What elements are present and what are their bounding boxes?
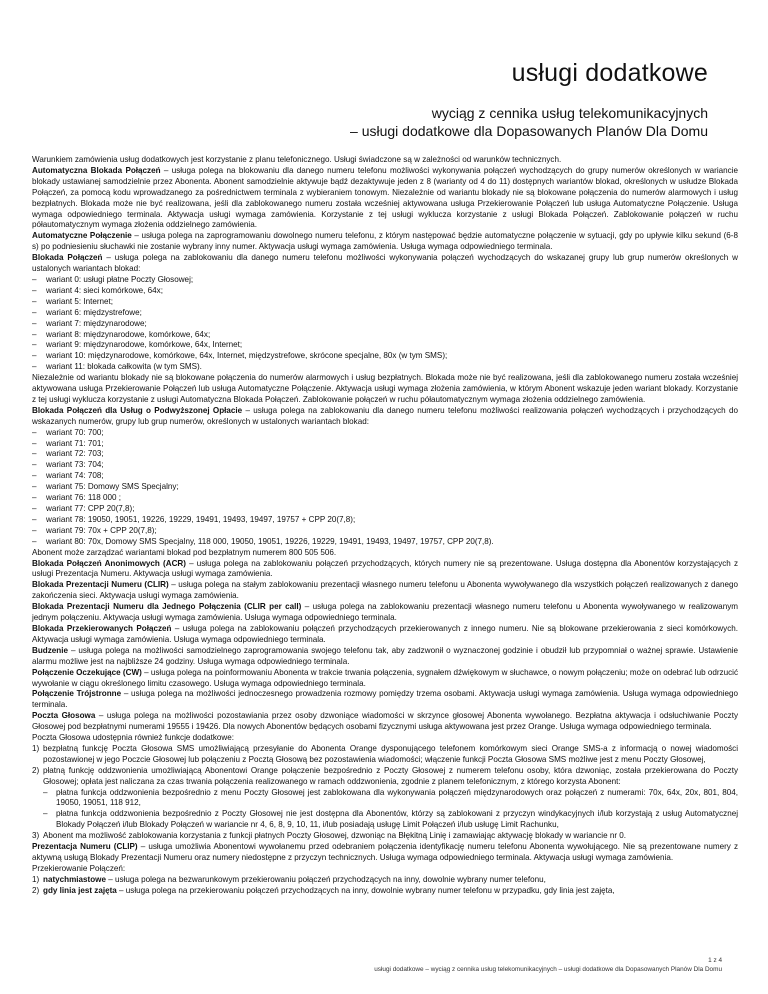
section-budzenie: [32, 646, 738, 668]
text-blokada-anonimowych: – usługa polega na zablokowaniu połączeń przychodzących, których numery nie są prezentowane. Usługa dostępna dla Abonentów korzystających z usługi Prezentacja Numeru. Aktywacja usługi wymaga zamówienia.: [32, 558, 738, 579]
list-item: 2) płatną funkcję oddzwonienia umożliwiającą Abonentowi Orange połączenie bezpośrednio z Poczty Głosowej z numerem telefonu osoby, która dzwoniąc, została przekierowana do Poczty Głosowej; opłata jest naliczana za czas trwania połączenia realizowanego w ramach oddzwonienia, zgodnie z planem telefonicznym, z którego korzysta Abonent:: [32, 765, 738, 786]
text-polaczenie-trojstronne: – usługa polega na możliwości jednoczesnego prowadzenia rozmowy pomiędzy trzema osobami. Aktywacja usługi wymaga zamówienia. Usługa wymaga odpowiedniego terminala.: [32, 689, 739, 710]
list-item: – wariant 9: międzynarodowe, komórkowe, 64x, Internet;: [32, 340, 243, 350]
list-item: – wariant 75: Domowy SMS Specjalny;: [32, 482, 179, 492]
podwyzszona-variants-list: [32, 428, 738, 548]
text-poczta-glosowa: – usługa polega na możliwości pozostawiania przez osoby dzwoniące wiadomości w skrzynce głosowej Abonenta wywołanego. Bezpłatna aktywacja i odsłuchiwanie Poczty Głosowej pod bezpłatnymi numerami 19555 i 19426. Dla nowych Abonentów będących osobami fizycznymi usługa aktywowana jest przez Orange. Usługa wymaga odpowiedniego terminala.: [32, 711, 738, 732]
document-header: [350, 58, 708, 140]
section-prezentacja-numeru: [32, 842, 738, 864]
text-polaczenie-oczekujace: – usługa polega na poinformowaniu Abonenta w trakcie trwania połączenia, sygnałem dźwiękowym w słuchawce, o nowym połączeniu; może on odebrać lub odrzucić wywołanie w ciągu określonego limitu czasowego. Usługa wymaga odpowiedniego terminala.: [32, 667, 738, 688]
subtitle-line-2: – usługi dodatkowe dla Dopasowanych Planów Dla Domu: [350, 123, 708, 139]
term-blokada-polaczen: Blokada Połączeń: [32, 253, 103, 263]
term-prezentacja-numeru: Prezentacja Numeru (CLIP): [32, 842, 138, 852]
list-item: – wariant 6: międzystrefowe;: [32, 307, 142, 317]
text-automatyczne-polaczenie: – usługa polega na zaprogramowaniu dowolnego numeru telefonu, z którym następować będzie automatyczne połączenie w sytuacji, gdy po upływie kilku sekund (6-8 s) po podniesieniu słuchawki nie zostanie wybrany inny numer. Aktywacja usługi wymaga zamówienia. Usługa wymaga odpowiedniego terminala.: [32, 231, 738, 252]
page-number: 1 z 4: [708, 957, 722, 964]
podwyzszona-notes-paragraph: Abonent może zarządzać wariantami blokad pod bezpłatnym numerem 800 505 506.: [32, 547, 337, 557]
running-title: usługi dodatkowe – wyciąg z cennika usług telekomunikacyjnych – usługi dodatkowe dla Dopasowanych Planów Dla Domu: [374, 966, 722, 973]
text-blokada-polaczen: – usługa polega na zablokowaniu dla danego numeru telefonu możliwości wykonywania połączeń wychodzących do wskazanej grupy lub grup numerów określonych w ustalonych wariantach blokad:: [32, 253, 738, 274]
text-blokada-podwyzszona-oplata: – usługa polega na zablokowaniu dla danego numeru telefonu możliwości realizowania połączeń wychodzących i przychodzących do wskazanych numerów, grupy lub grup numerów, określonych w ustalonych wariantach blokad:: [32, 405, 739, 426]
list-item: – wariant 71: 701;: [32, 438, 104, 448]
term-blokada-prezentacji-jednego: Blokada Prezentacji Numeru dla Jednego Połączenia (CLIR per call): [32, 602, 302, 612]
list-item: – wariant 8: międzynarodowe, komórkowe, 64x;: [32, 329, 211, 339]
section-blokada-prezentacji-jednego: [32, 602, 738, 624]
list-item: 1) natychmiastowe – usługa polega na bezwarunkowym przekierowaniu połączeń przychodzących na inny, dowolnie wybrany numer telefonu,: [32, 874, 546, 884]
section-polaczenie-oczekujace: [32, 668, 738, 690]
section-blokada-polaczen: [32, 253, 738, 275]
list-item: 3) Abonent ma możliwość zablokowania korzystania z funkcji płatnych Poczty Głosowej, dzwoniąc na Błękitną Linię i zamawiając aktywację blokady w wariancie nr 0.: [32, 831, 627, 841]
list-subitem: – płatna funkcja oddzwonienia bezpośrednio z menu Poczty Głosowej jest zablokowana dla wykonywania połączeń międzynarodowych oraz połączeń z numerami: 70x, 64x, 20x, 801, 804, 19050, 19051, 118 912,: [43, 787, 738, 808]
list-item: – wariant 74: 708;: [32, 471, 104, 481]
list-item: – wariant 5: Internet;: [32, 296, 114, 306]
section-automatyczna-blokada: [32, 166, 738, 231]
term-blokada-anonimowych: Blokada Połączeń Anonimowych (ACR): [32, 558, 186, 568]
list-item: 2) gdy linia jest zajęta – usługa polega na przekierowaniu połączeń przychodzących na inny, dowolnie wybrany numer telefonu w przypadku, gdy linia jest zajęta,: [32, 885, 615, 895]
przekierowanie-heading: Przekierowanie Połączeń:: [32, 863, 126, 873]
document-body: [32, 155, 738, 897]
page-footer: [374, 956, 722, 974]
list-item: – wariant 7: międzynarodowe;: [32, 318, 147, 328]
text-automatyczna-blokada: – usługa polega na blokowaniu dla danego numeru telefonu możliwości wykonywania połączeń wychodzących do grupy numerów określonych w wariancie blokady ustawianej samodzielnie przez Abonenta. Abonent samodzielnie aktywuje bądź dezaktywuje jeden z 8 (warianty od 4 do 11) dostępnych wariantów blokad, określonych w usłudze Blokada Połączeń, za pomocą kodu wprowadzanego za pośrednictwem terminala z wybieraniem tonowym. Niezależnie od wariantu blokady nie są blokowane połączenia do numerów alarmowych i usług bezpłatnych. Blokada może nie być realizowana, jeśli dla zablokowanego numeru została wcześniej aktywowana usługa Przekierowanie Połączeń lub usługa Automatyczne Połączenie. Usługa wymaga odpowiedniego terminala. Aktywacja usługi wymaga zamówienia. Korzystanie z tej usługi wyklucza korzystanie z usługi Blokada Połączeń. Zablokowanie połączeń w ruchu półautomatycznym wymaga złożenia oddzielnego zamówienia.: [32, 165, 738, 230]
term-blokada-podwyzszona-oplata: Blokada Połączeń dla Usług o Podwyższonej Opłacie: [32, 405, 243, 415]
term-polaczenie-trojstronne: Połączenie Trójstronne: [32, 689, 122, 699]
blokada-notes-paragraph: Niezależnie od wariantu blokady nie są blokowane połączenia do numerów alarmowych i usług bezpłatnych. Blokada może nie być realizowana, jeśli dla zablokowanego numeru została wcześniej aktywowana usługa Przekierowanie Połączeń lub usługa Automatyczne Połączenie. Aktywacja usługi wymaga złożenia zamówienia, w którym Abonent wskazuje jeden wariant blokady. Korzystanie z tej usługi wyklucza korzystanie z usługi Automatyczna Blokada Połączeń. Zablokowanie połączeń w ruchu półautomatycznym wymaga złożenia oddzielnego zamówienia.: [32, 373, 738, 404]
list-item: – wariant 11: blokada całkowita (w tym SMS).: [32, 362, 202, 372]
list-item: – wariant 73: 704;: [32, 460, 104, 470]
list-item: – wariant 72: 703;: [32, 449, 104, 459]
term-blokada-prezentacji: Blokada Prezentacji Numeru (CLIR): [32, 580, 169, 590]
page-title: usługi dodatkowe: [511, 59, 708, 87]
section-poczta-glosowa: [32, 711, 738, 733]
section-polaczenie-trojstronne: [32, 689, 738, 711]
list-item: 1) bezpłatną funkcję Poczta Głosowa SMS umożliwiającą przesyłanie do Abonenta Orange dysponującego telefonem komórkowym sieci Orange SMS-a z informacją o nowej wiadomości pozostawionej w jego Poczcie Głosowej lub połączeniu z Pocztą Głosową bez pozostawienia wiadomości; włączenie funkcji Poczta Głosowa SMS możliwe jest z menu Poczty Głosowej,: [32, 743, 738, 764]
intro-paragraph: Warunkiem zamówienia usług dodatkowych jest korzystanie z planu telefonicznego. Usługi świadczone są w zależności od warunków technicznych.: [32, 155, 562, 164]
section-blokada-anonimowych: [32, 559, 738, 581]
term-polaczenie-oczekujace: Połączenie Oczekujące (CW): [32, 667, 142, 677]
list-item: – wariant 80: 70x, Domowy SMS Specjalny, 118 000, 19050, 19051, 19226, 19229, 19491, 19493, 19497, 19757, CPP 20(7,8).: [32, 536, 494, 546]
term-budzenie: Budzenie: [32, 645, 68, 655]
list-item: – wariant 0: usługi płatne Poczty Głosowej;: [32, 274, 194, 284]
term-poczta-glosowa: Poczta Głosowa: [32, 711, 96, 721]
text-blokada-prezentacji: – usługa polega na stałym zablokowaniu prezentacji własnego numeru telefonu u Abonenta wywoływanego dla wszystkich połączeń realizowanych z danego zakończenia sieci. Aktywacja usługi wymaga zamówienia.: [32, 580, 738, 601]
poczta-glosowa-intro: Poczta Głosowa udostępnia również funkcje dodatkowe:: [32, 733, 235, 743]
section-automatyczne-polaczenie: [32, 231, 738, 253]
text-prezentacja-numeru: – usługa umożliwia Abonentowi wywołanemu przed odebraniem połączenia identyfikację numeru telefonu Abonenta wywołującego. Nie są prezentowane numery z aktywną usługą Blokady Prezentacji Numeru oraz numery niedostępne z przyczyn technicznych. Usługa wymaga odpowiedniego terminala. Aktywacja usługi wymaga zamówienia.: [32, 842, 738, 862]
blokada-variants-list: [32, 275, 738, 373]
przekierowanie-list: [32, 875, 738, 897]
poczta-glosowa-features-list: [32, 744, 738, 842]
text-budzenie: – usługa polega na możliwości samodzielnego zaprogramowania swojego telefonu tak, aby zadzwonił o wyznaczonej godzinie i obudził lub przypomniał o ważnej sprawie. Ustawienie alarmu możliwe jest na najbliższe 24 godziny. Usługa wymaga odpowiedniego terminala.: [32, 645, 738, 666]
text-blokada-przekierowanych: – usługa polega na zablokowaniu połączeń przychodzących przekierowanych z innego numeru. Nie są blokowane przekierowania z sieci komórkowych. Aktywacja usługi wymaga zamówienia. Usługa wymaga odpowiedniego terminala.: [32, 623, 738, 644]
list-item: – wariant 79: 70x + CPP 20(7,8);: [32, 525, 157, 535]
term-automatyczne-polaczenie: Automatyczne Połączenie: [32, 231, 132, 241]
list-item: – wariant 78: 19050, 19051, 19226, 19229, 19491, 19493, 19497, 19757 + CPP 20(7,8);: [32, 514, 356, 524]
list-subitem: – płatna funkcja oddzwonienia bezpośrednio z Poczty Głosowej nie jest dostępna dla Abonentów, którzy są zablokowani z przyczyn windykacyjnych i/lub korzystają z usług Automatycznej Blokady Połączeń i/lub Blokady Połączeń w wariancie nr 4, 6, 8, 9, 10, 11, i/lub posiadają usługę Limit Połączeń i/lub usługę Limit Rachunku,: [43, 809, 738, 830]
subtitle-line-1: wyciąg z cennika usług telekomunikacyjnych: [431, 105, 708, 121]
list-item: – wariant 76: 118 000 ;: [32, 493, 121, 503]
list-item: – wariant 10: międzynarodowe, komórkowe, 64x, Internet, międzystrefowe, skrócone specjalne, 80x (w tym SMS);: [32, 351, 448, 361]
page-subtitle: [350, 104, 708, 140]
term-automatyczna-blokada: Automatyczna Blokada Połączeń: [32, 165, 161, 175]
list-item: – wariant 4: sieci komórkowe, 64x;: [32, 285, 163, 295]
section-blokada-prezentacji: [32, 580, 738, 602]
section-blokada-przekierowanych: [32, 624, 738, 646]
list-item: – wariant 77: CPP 20(7,8);: [32, 504, 135, 513]
term-blokada-przekierowanych: Blokada Przekierowanych Połączeń: [32, 623, 172, 633]
section-blokada-podwyzszona-oplata: [32, 406, 738, 428]
text-blokada-prezentacji-jednego: – usługa polega na zablokowaniu prezentacji własnego numeru telefonu u Abonenta wywoływanego w realizowanym jednym połączeniu. Aktywacja usługi wymaga zamówienia. Usługa wymaga odpowiedniego terminala.: [32, 602, 738, 623]
list-item: – wariant 70: 700;: [32, 427, 104, 437]
